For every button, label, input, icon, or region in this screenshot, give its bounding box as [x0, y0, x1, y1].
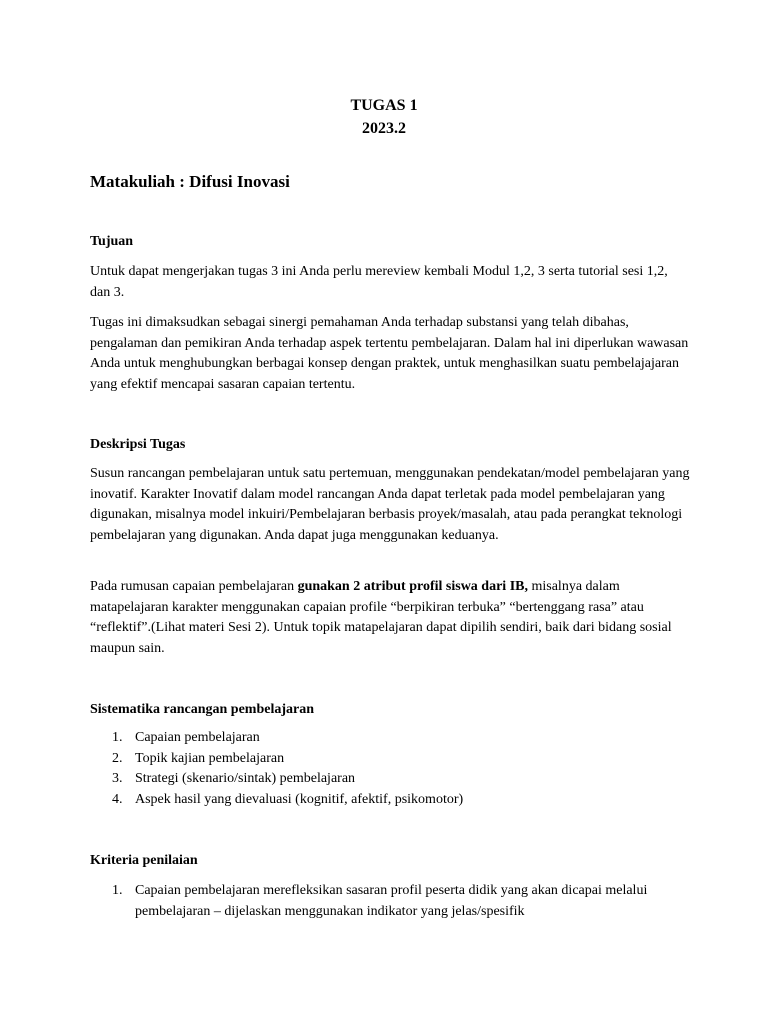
title-line-2: 2023.2: [362, 120, 406, 137]
list-number: 3.: [112, 771, 123, 787]
list-item-text: Capaian pembelajaran: [135, 730, 260, 745]
deskripsi-bold-text: gunakan 2 atribut profil siswa dari IB,: [297, 579, 528, 594]
course-title: Matakuliah : Difusi Inovasi: [90, 172, 290, 191]
list-number: 1.: [112, 883, 123, 898]
heading-kriteria: Kriteria penilaian: [90, 853, 198, 868]
title-line-1: TUGAS 1: [350, 97, 418, 114]
list-item: [90, 881, 690, 922]
list-item: [90, 749, 690, 770]
list-number: 1.: [112, 730, 123, 745]
list-item: [90, 769, 690, 790]
list-number: 4.: [112, 791, 123, 807]
tujuan-paragraph-2: Tugas ini dimaksudkan sebagai sinergi pemahaman Anda terhadap substansi yang telah dibahas, pengalaman dan pemikiran Anda terhadap aspek tertentu pembelajaran. Dalam hal ini diperlukan wawasan Anda untuk menghubungkan berbagai konsep dengan praktek, untuk menghasilkan suatu pembelajajaran yang efektif mencapai sasaran capaian tertentu.: [90, 315, 689, 392]
heading-tujuan: Tujuan: [90, 234, 134, 249]
deskripsi-paragraph-1: Susun rancangan pembelajaran untuk satu pertemuan, menggunakan pendekatan/model pembelajaran yang inovatif. Karakter Inovatif dalam model rancangan Anda dapat terletak pada model pembelajaran yang digunakan, misalnya model inkuiri/Pembelajaran berbasis proyek/masalah, atau pada perangkat teknologi pembelajaran yang digunakan. Anda dapat juga menggunakan keduanya.: [90, 466, 690, 543]
list-item: [90, 728, 690, 749]
tujuan-paragraph-1: Untuk dapat mengerjakan tugas 3 ini Anda perlu mereview kembali Modul 1,2, 3 serta tutorial sesi 1,2, dan 3.: [90, 264, 668, 300]
list-item-text: Capaian pembelajaran merefleksikan sasaran profil peserta didik yang akan dicapai melalui pembelajaran – dijelaskan menggunakan indikator yang jelas/spesifik: [135, 883, 648, 919]
kriteria-list: [90, 881, 690, 922]
list-item-text: Strategi (skenario/sintak) pembelajaran: [135, 771, 356, 787]
heading-deskripsi: Deskripsi Tugas: [90, 437, 186, 452]
deskripsi-text-end: misalnya dalam matapelajaran karakter menggunakan capaian profile “berpikiran terbuka” “bertenggang rasa” atau “reflektif”.(Lihat materi Sesi 2). Untuk topik matapelajaran dapat dipilih sendiri, baik dari bidang sosial maupun sain.: [90, 579, 672, 656]
list-number: 2.: [112, 750, 123, 766]
heading-sistematika: Sistematika rancangan pembelajaran: [90, 702, 314, 717]
list-item-text: Topik kajian pembelajaran: [135, 750, 285, 766]
sistematika-list: [90, 728, 690, 810]
list-item: [90, 790, 690, 811]
list-item-text: Aspek hasil yang dievaluasi (kognitif, afektif, psikomotor): [135, 791, 464, 807]
deskripsi-paragraph-2: [90, 577, 690, 659]
document-title: [0, 94, 768, 140]
deskripsi-text-start: Pada rumusan capaian pembelajaran: [90, 579, 298, 594]
